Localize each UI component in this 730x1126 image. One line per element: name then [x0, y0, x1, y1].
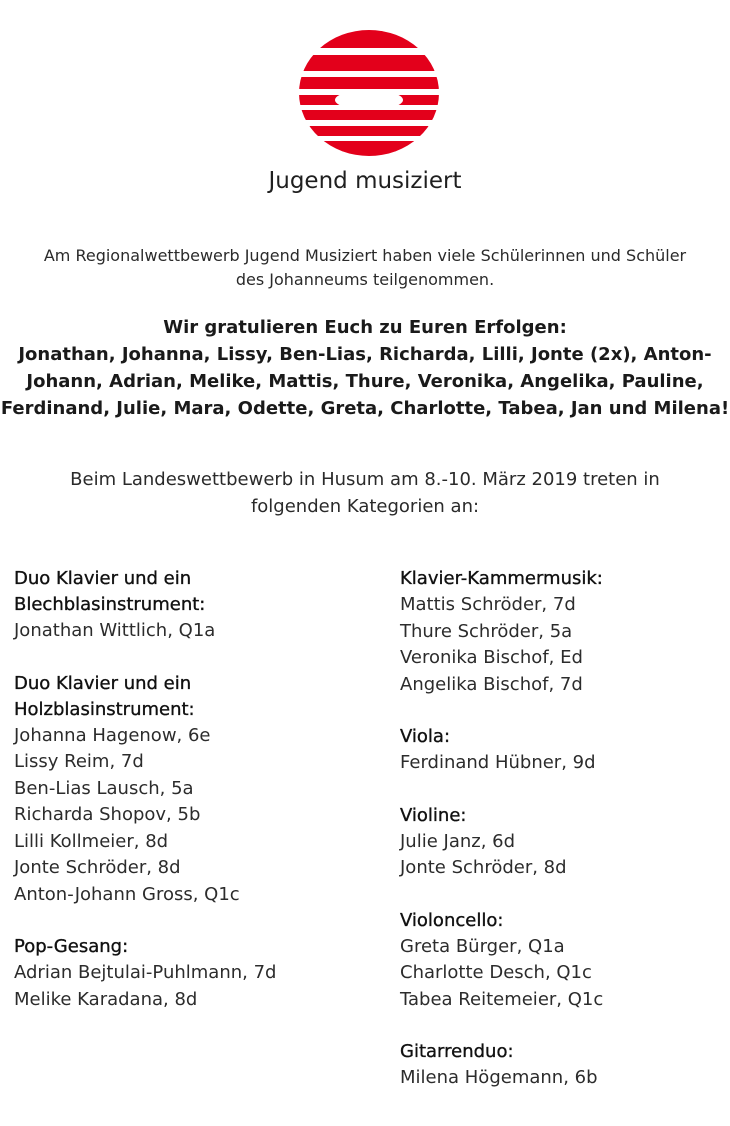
participant-item: Anton-Johann Gross, Q1c	[14, 883, 240, 905]
category-block	[400, 724, 720, 777]
category-block	[14, 934, 344, 1013]
congratulations-text	[0, 314, 730, 422]
congrats-line: Ferdinand, Julie, Mara, Odette, Greta, Charlotte, Tabea, Jan und Milena!	[0, 398, 730, 419]
participant-item: Johanna Hagenow, 6e	[14, 724, 211, 746]
logo-stripe	[298, 77, 440, 89]
intro-line: Am Regionalwettbewerb Jugend Musiziert haben viele Schülerinnen und Schüler	[43, 246, 687, 265]
participant-item: Angelika Bischof, 7d	[400, 673, 583, 695]
category-title	[14, 671, 344, 723]
participant-item: Milena Högemann, 6b	[400, 1067, 598, 1088]
landes-line: folgenden Kategorien an:	[250, 496, 480, 517]
participant-list	[400, 1065, 720, 1092]
participant-list	[14, 618, 344, 645]
logo-stripe	[298, 110, 440, 120]
participant-item: Mattis Schröder, 7d	[400, 594, 576, 615]
landeswettbewerb-text	[0, 466, 730, 520]
participant-item: Greta Bürger, Q1a	[400, 935, 565, 957]
participant-item: Julie Janz, 6d	[400, 830, 516, 852]
participant-item: Thure Schröder, 5a	[400, 620, 573, 642]
category-block	[400, 803, 720, 882]
participant-item: Veronika Bischof, Ed	[400, 647, 583, 668]
participant-item: Lissy Reim, 7d	[14, 751, 144, 772]
participant-item: Jonte Schröder, 8d	[400, 857, 567, 878]
category-title-line: Holzblasinstrument:	[14, 698, 195, 720]
category-title	[14, 934, 344, 960]
category-title: Violoncello:	[400, 909, 504, 931]
participant-list	[400, 592, 720, 698]
left-category-column	[14, 566, 344, 1039]
logo-stripe	[298, 28, 440, 48]
category-block	[400, 1039, 720, 1092]
category-block	[14, 671, 344, 909]
congrats-line: Jonathan, Johanna, Lissy, Ben-Lias, Richarda, Lilli, Jonte (2x), Anton-	[18, 344, 712, 365]
logo-stripe	[298, 141, 440, 158]
category-title-line: Pop-Gesang:	[14, 936, 129, 957]
participant-item: Adrian Bejtulai-Puhlmann, 7d	[14, 962, 277, 983]
category-title: Viola:	[400, 726, 451, 747]
participant-item: Charlotte Desch, Q1c	[400, 962, 592, 983]
logo-notch	[335, 90, 403, 110]
category-block	[14, 566, 344, 645]
participant-list	[400, 750, 720, 777]
category-block	[400, 908, 720, 1014]
participant-item: Jonathan Wittlich, Q1a	[14, 620, 216, 641]
participant-item: Lilli Kollmeier, 8d	[14, 830, 169, 852]
participant-item: Ben-Lias Lausch, 5a	[14, 777, 194, 799]
participant-list	[14, 960, 344, 1013]
participant-list	[400, 829, 720, 882]
page-title: Jugend musiziert	[268, 168, 462, 194]
category-title-line: Duo Klavier und ein	[14, 568, 192, 589]
category-title-line: Duo Klavier und ein	[14, 672, 192, 694]
category-title: Violine:	[400, 804, 467, 826]
intro-line: des Johanneums teilgenommen.	[235, 270, 495, 289]
category-title: Gitarrenduo:	[400, 1041, 514, 1062]
right-category-column	[400, 566, 720, 1118]
participant-item: Ferdinand Hübner, 9d	[400, 752, 596, 773]
participant-item: Melike Karadana, 8d	[14, 988, 198, 1010]
logo-stripe	[298, 126, 440, 136]
category-block	[400, 566, 720, 698]
intro-text	[0, 244, 730, 292]
participant-list	[400, 934, 720, 1014]
participant-item: Jonte Schröder, 8d	[14, 857, 181, 878]
participant-list	[14, 723, 344, 909]
category-title	[14, 566, 344, 618]
participant-item: Richarda Shopov, 5b	[14, 804, 201, 825]
participant-item: Tabea Reitemeier, Q1c	[400, 988, 604, 1010]
landes-line: Beim Landeswettbewerb in Husum am 8.-10. März 2019 treten in	[70, 469, 660, 490]
category-title: Klavier-Kammermusik:	[400, 568, 603, 589]
category-title-line: Blechblasinstrument:	[14, 594, 206, 615]
jugend-musiziert-logo	[298, 28, 440, 158]
logo-stripe	[298, 55, 440, 71]
congrats-line: Wir gratulieren Euch zu Euren Erfolgen:	[163, 317, 567, 338]
congrats-line: Johann, Adrian, Melike, Mattis, Thure, Veronika, Angelika, Pauline,	[26, 371, 704, 392]
